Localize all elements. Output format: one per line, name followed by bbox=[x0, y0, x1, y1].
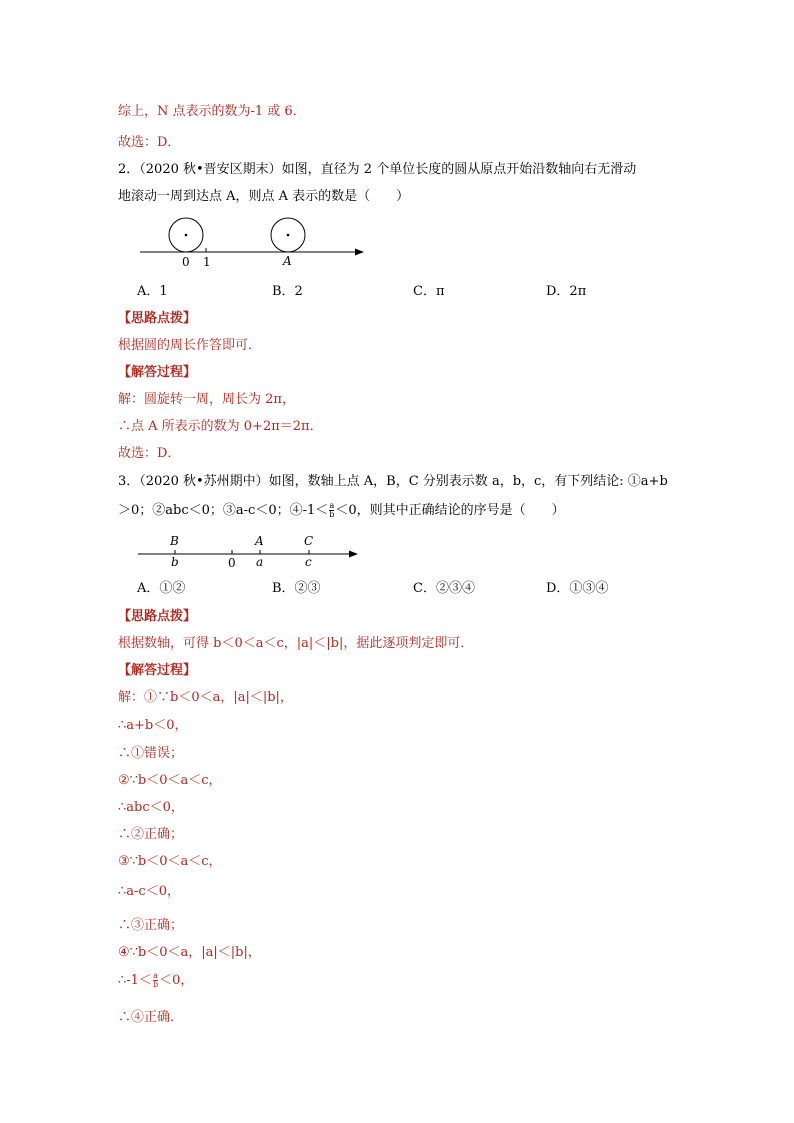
q3-hint-text: 根据数轴，可得 b＜0＜a＜c，|a|＜|b|，据此逐项判定即可． bbox=[118, 636, 474, 651]
q3-hint-heading: 【思路点拨】 bbox=[118, 609, 197, 624]
value-label-b: b bbox=[171, 555, 179, 569]
q2-text-line2: 地滚动一周到达点 A，则点 A 表示的数是（ ） bbox=[118, 189, 410, 204]
q3-solution-line3: ∴①错误； bbox=[118, 746, 184, 761]
value-label-a: a bbox=[256, 555, 264, 569]
conclusion-line: 综上，N 点表示的数为-1 或 6． bbox=[118, 104, 306, 119]
q3-choice-d[interactable]: D．①③④ bbox=[546, 581, 609, 596]
fraction-a-over-b: $\frac{a}{b}$ bbox=[152, 971, 159, 989]
point-label-B: B bbox=[170, 534, 179, 548]
q3-choice-c[interactable]: C．②③④ bbox=[413, 581, 475, 596]
q2-choice-b[interactable]: B．2 bbox=[272, 284, 303, 299]
value-label-c: c bbox=[305, 555, 312, 569]
q3-choice-a[interactable]: A．①② bbox=[137, 581, 186, 596]
q3-text-line2-part-b: ＜0，则其中正确结论的序号是（ ） bbox=[335, 503, 565, 518]
q3-solution-line11-part-b: ＜0， bbox=[159, 973, 194, 988]
q3-solution-line1: 解：①∵b＜0＜a，|a|＜|b|， bbox=[118, 690, 293, 705]
q2-solution-line1: 解：圆旋转一周，周长为 2π， bbox=[118, 392, 295, 407]
q2-text-line1: 2．（2020 秋•晋安区期末）如图，直径为 2 个单位长度的圆从原点开始沿数轴向右无滑动 bbox=[118, 162, 637, 177]
tick-label-1: 1 bbox=[203, 255, 211, 269]
q3-solution-line6: ∴②正确； bbox=[118, 827, 184, 842]
q3-solution-line11 bbox=[118, 972, 193, 990]
q2-solution-heading: 【解答过程】 bbox=[118, 365, 197, 380]
tick-label-0: 0 bbox=[228, 556, 236, 570]
q3-solution-line2: ∴a+b＜0， bbox=[118, 718, 188, 733]
q3-solution-line5: ∴abc＜0， bbox=[118, 800, 184, 815]
q2-hint-heading: 【思路点拨】 bbox=[118, 311, 197, 326]
point-label-A: A bbox=[283, 254, 292, 268]
answer-line: 故选：D． bbox=[118, 135, 181, 150]
q3-text-line2-part-a: ＞0；②abc＜0；③a-c＜0；④-1＜ bbox=[118, 503, 329, 518]
tick-label-0: 0 bbox=[182, 255, 190, 269]
point-label-A: A bbox=[255, 534, 264, 548]
q3-solution-heading: 【解答过程】 bbox=[118, 663, 197, 678]
q2-choice-d[interactable]: D．2π bbox=[546, 284, 587, 299]
q3-text-line1: 3．（2020 秋•苏州期中）如图，数轴上点 A，B，C 分别表示数 a，b，c，有下列结论: ①a+b bbox=[118, 474, 668, 489]
q2-solution-line2: ∴点 A 所表示的数为 0+2π＝2π． bbox=[118, 419, 323, 434]
q2-choice-c[interactable]: C．π bbox=[413, 284, 445, 299]
q3-solution-line12: ∴④正确． bbox=[118, 1010, 184, 1025]
q3-choice-b[interactable]: B．②③ bbox=[272, 581, 321, 596]
q3-solution-line4: ②∵b＜0＜a＜c， bbox=[118, 773, 222, 788]
q3-solution-line7: ③∵b＜0＜a＜c， bbox=[118, 854, 222, 869]
q3-text-line2 bbox=[118, 502, 565, 520]
point-label-C: C bbox=[304, 534, 314, 548]
q3-number-line-figure bbox=[130, 530, 370, 575]
q3-solution-line9: ∴③正确； bbox=[118, 918, 184, 933]
q2-hint-text: 根据圆的周长作答即可． bbox=[118, 338, 262, 353]
q2-number-line-figure bbox=[130, 212, 370, 272]
q3-solution-line11-part-a: ∴-1＜ bbox=[118, 973, 152, 988]
q2-choice-a[interactable]: A．1 bbox=[137, 284, 168, 299]
q3-solution-line8: ∴a-c＜0， bbox=[118, 884, 180, 899]
q3-solution-line10: ④∵b＜0＜a，|a|＜|b|， bbox=[118, 945, 261, 960]
q2-solution-line3: 故选：D． bbox=[118, 446, 181, 461]
fraction-a-over-b: $\frac{a}{b}$ bbox=[329, 501, 335, 519]
